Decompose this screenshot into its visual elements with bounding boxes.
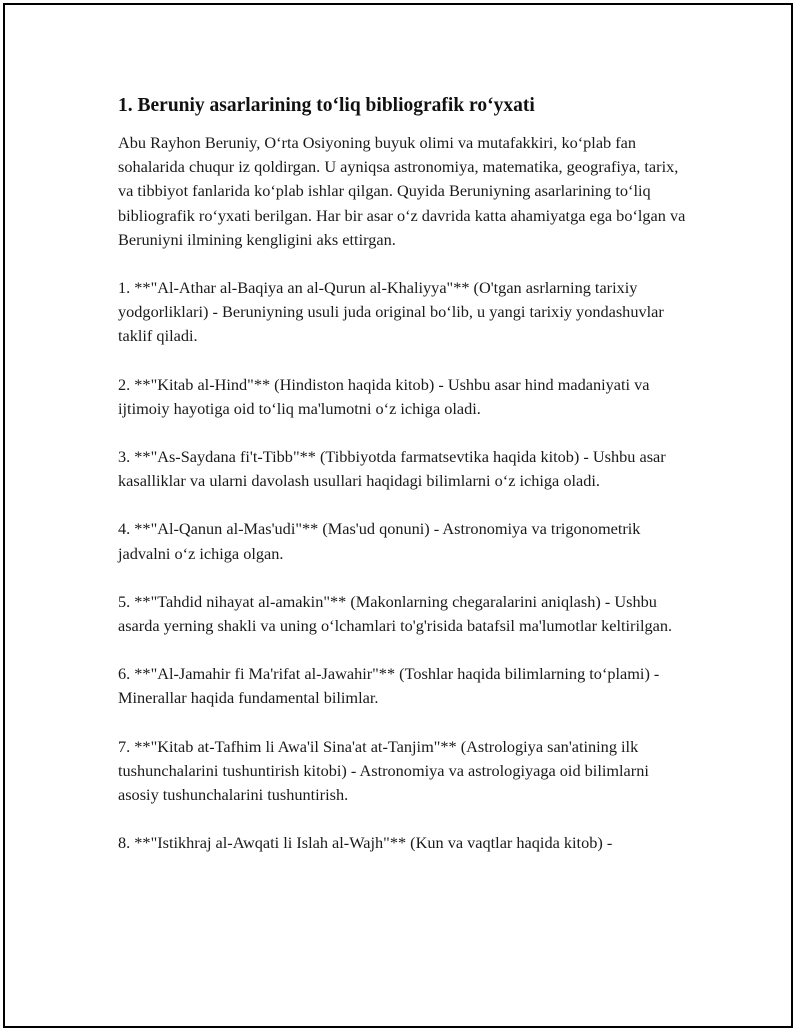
list-item: 4. **"Al-Qanun al-Mas'udi"** (Mas'ud qonuni) - Astronomiya va trigonometrik jadvalni o‘z ichiga olgan. xyxy=(118,519,641,563)
section-heading: 1. Beruniy asarlarining to‘liq bibliografik ro‘yxati xyxy=(118,95,535,116)
intro-paragraph: Abu Rayhon Beruniy, O‘rta Osiyoning buyuk olimi va mutafakkiri, ko‘plab fan sohalarida chuqur iz qoldirgan. U ayniqsa astronomiya, matematika, geografiya, tarix, va tibbiyot fanlarida ko‘plab ishlar qilgan. Quyida Beruniyning asarlarining to‘liq bibliografik ro‘yxati berilgan. Har bir asar o‘z davrida katta ahamiyatga ega bo‘lgan va Beruniyni ilmining kengligini aks ettirgan. xyxy=(118,133,686,249)
list-item: 8. **"Istikhraj al-Awqati li Islah al-Wajh"** (Kun va vaqtlar haqida kitob) - xyxy=(118,833,613,853)
list-item: 1. **"Al-Athar al-Baqiya an al-Qurun al-Khaliyya"** (O'tgan asrlarning tarixiy yodgorliklari) - Beruniyning usuli juda original bo‘lib, u yangi tarixiy yondashuvlar taklif qiladi. xyxy=(118,278,664,346)
list-item: 5. **"Tahdid nihayat al-amakin"** (Makonlarning chegaralarini aniqlash) - Ushbu asarda yerning shakli va uning o‘lchamlari to'g'risida batafsil ma'lumotlar keltirilgan. xyxy=(118,591,673,636)
list-item: 7. **"Kitab at-Tafhim li Awa'il Sina'at at-Tanjim"** (Astrologiya san'atining ilk tushunchalarini tushuntirish kitobi) - Astronomiya va astrologiyaga oid bilimlarni asosiy tushunchalarini tushuntirish. xyxy=(118,736,649,805)
document-body xyxy=(118,92,688,879)
list-item: 3. **"As-Saydana fi't-Tibb"** (Tibbiyotda farmatsevtika haqida kitob) - Ushbu asar kasalliklar va ularni davolash usullari haqidagi bilimlarni o‘z ichiga oladi. xyxy=(118,447,666,491)
list-item: 2. **"Kitab al-Hind"** (Hindiston haqida kitob) - Ushbu asar hind madaniyati va ijtimoiy hayotiga oid to‘liq ma'lumotni o‘z ichiga oladi. xyxy=(118,374,650,418)
list-item: 6. **"Al-Jamahir fi Ma'rifat al-Jawahir"** (Toshlar haqida bilimlarning to‘plami) - Minerallar haqida fundamental bilimlar. xyxy=(118,664,660,708)
